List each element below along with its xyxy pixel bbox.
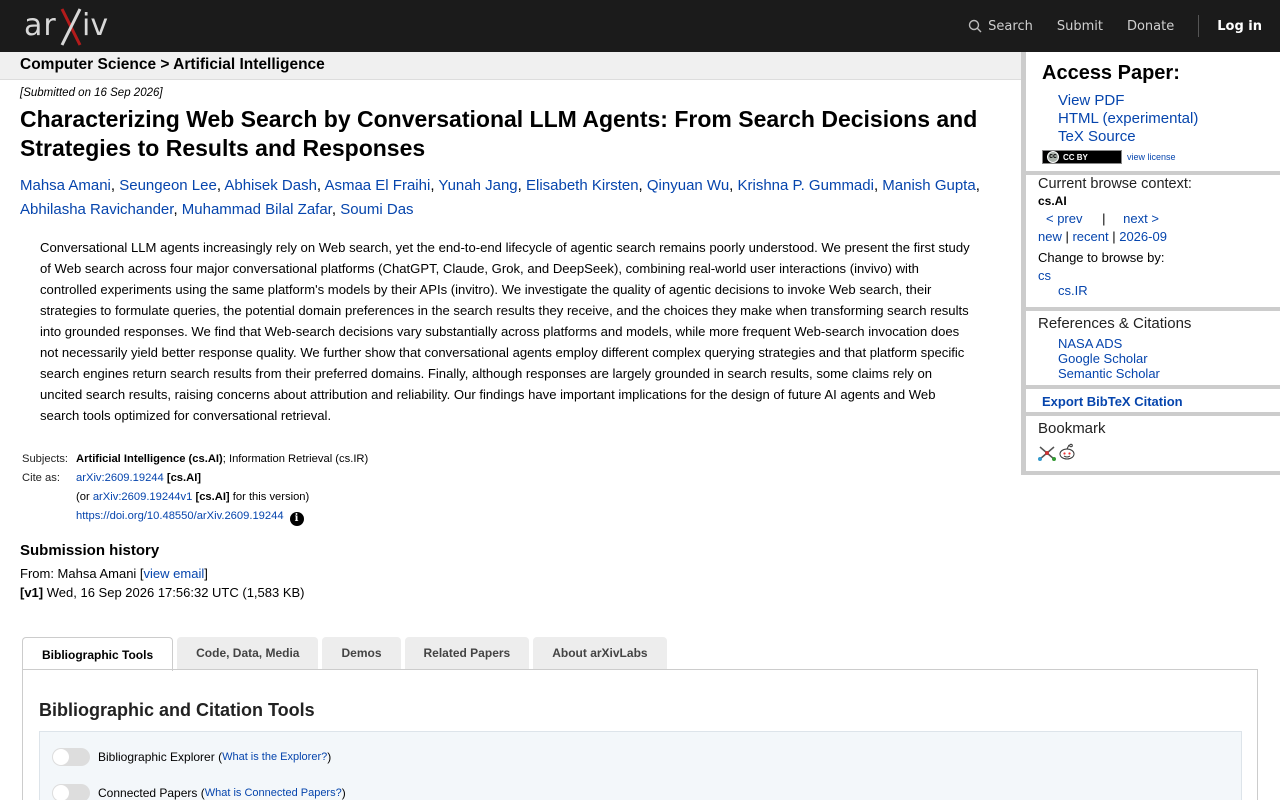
labs-tabs — [22, 637, 671, 670]
cite-label: Cite as: — [22, 472, 60, 484]
connected-papers-label: Connected Papers — [98, 786, 198, 800]
export-bibtex-link[interactable]: Export BibTeX Citation — [1042, 394, 1183, 409]
tab-bibliographic-tools[interactable]: Bibliographic Tools — [22, 637, 173, 671]
submission-from — [20, 566, 208, 581]
svg-text:iv: iv — [82, 8, 109, 43]
header-nav — [968, 0, 1280, 52]
paper-title: Characterizing Web Search by Conversational LLM Agents: From Search Decisions and Strategies to Results and Responses — [20, 106, 978, 161]
prev-next-separator: | — [1102, 211, 1106, 226]
other-subjects: ; Information Retrieval (cs.IR) — [222, 453, 369, 465]
donate-link[interactable]: Donate — [1126, 18, 1175, 34]
author-link[interactable]: Seungeon Lee — [119, 177, 217, 194]
nasa-ads-link[interactable]: NASA ADS — [1058, 336, 1123, 351]
cite-value — [74, 469, 370, 488]
panel-title: Bibliographic and Citation Tools — [39, 700, 315, 720]
info-icon[interactable]: i — [290, 512, 304, 526]
primary-subject: Artificial Intelligence (cs.AI) — [76, 453, 223, 465]
prev-next-row — [1046, 211, 1159, 226]
submission-history-heading: Submission history — [20, 542, 160, 559]
references-links — [1058, 336, 1160, 381]
author-list: Mahsa Amani, Seungeon Lee, Abhisek Dash, Asmaa El Fraihi, Yunah Jang, Elisabeth Kirsten, Qinyuan Wu, Krishna P. Gummadi, Manish Gupta, Abhilasha Ravichander, Muhammad Bilal Zafar, Soumi Das — [20, 177, 980, 218]
cite-or-prefix: (or — [76, 491, 90, 503]
references-box — [1026, 311, 1280, 385]
abstract: Conversational LLM agents increasingly rely on Web search, yet the end-to-end lifecycle of agentic search remains poorly understood. We present the first study of Web search across four major conversational platforms (ChatGPT, Claude, Grok, and DeepSeek), combining real-world user interactions (invivo) with controlled experiments using the same platform's models by their APIs (invitro). We investigate the quality of agentic decisions to invoke Web search, their strategies to formulate queries, the potential domain preferences in the search results they receive, and the choices they make when transforming search results into grounded responses. We find that Web-search decisions vary substantially across platforms and models, while more frequent Web-search invocation does not necessarily yield better response quality. We further show that conversational agents employ different complex querying strategies and that platform specific search engines return search results from their preferred domains. Finally, although responses are largely grounded in search results, some claims rely on uncited search results, raising concerns about attribution and reliability. Our findings have important implications for the design of future AI agents and Web search tools optimized for conversational retrieval. — [40, 240, 970, 423]
version-label: [v1] — [20, 585, 44, 600]
bookmark-heading: Bookmark — [1038, 420, 1106, 437]
prev-link[interactable]: < prev — [1046, 211, 1083, 226]
explorer-help-link[interactable]: What is the Explorer? — [222, 751, 328, 763]
access-links — [1058, 92, 1198, 146]
semantic-scholar-link[interactable]: Semantic Scholar — [1058, 366, 1160, 381]
explorer-label: Bibliographic Explorer — [98, 750, 215, 764]
tools-box — [39, 731, 1242, 800]
view-pdf-link[interactable]: View PDF — [1058, 92, 1125, 109]
bibsonomy-icon[interactable] — [1038, 445, 1056, 461]
breadcrumb: Computer Science > Artificial Intelligence — [0, 52, 1021, 80]
explorer-toggle[interactable] — [52, 748, 90, 766]
author-link[interactable]: Qinyuan Wu — [646, 177, 730, 194]
connected-papers-help-link[interactable]: What is Connected Papers? — [204, 787, 342, 799]
sidebar — [1021, 52, 1280, 475]
version-date: Wed, 16 Sep 2026 17:56:32 UTC (1,583 KB) — [46, 585, 305, 600]
browse-links-row: new | recent | 2026-09 — [1038, 229, 1167, 244]
arxiv-version-link[interactable]: arXiv:2609.19244v1 — [92, 491, 193, 503]
tab-panel — [22, 669, 1258, 800]
author-link[interactable]: Elisabeth Kirsten — [525, 177, 639, 194]
author-link[interactable]: Muhammad Bilal Zafar — [181, 201, 332, 218]
arxiv-logo[interactable] — [24, 7, 112, 47]
month-link[interactable]: 2026-09 — [1119, 229, 1167, 244]
top-navbar — [0, 0, 1280, 52]
explorer-row: Bibliographic Explorer ( What is the Explorer? ) — [52, 748, 331, 766]
author-link[interactable]: Asmaa El Fraihi — [324, 177, 431, 194]
browse-csir-link[interactable]: cs.IR — [1058, 283, 1088, 298]
login-link[interactable]: Log in — [1217, 18, 1262, 34]
access-paper-heading: Access Paper: — [1042, 62, 1180, 84]
browse-context-box — [1026, 175, 1280, 307]
bibtex-box — [1026, 389, 1280, 412]
author-link[interactable]: Abhilasha Ravichander — [20, 201, 174, 218]
subjects-label: Subjects: — [22, 453, 69, 465]
cc-badge-text: CC BY — [1063, 152, 1088, 162]
doi-link[interactable]: https://doi.org/10.48550/arXiv.2609.19244 — [76, 510, 284, 522]
arxiv-id-link[interactable]: arXiv:2609.19244 — [76, 472, 164, 484]
author-link[interactable]: Soumi Das — [340, 201, 414, 218]
connected-papers-row: Connected Papers ( What is Connected Papers? ) — [52, 784, 346, 800]
new-link[interactable]: new — [1038, 229, 1062, 244]
google-scholar-link[interactable]: Google Scholar — [1058, 351, 1148, 366]
cite-version-suffix: for this version) — [232, 491, 310, 503]
tab-about-arxivlabs[interactable]: About arXivLabs — [533, 637, 666, 669]
cite-version — [74, 488, 370, 507]
tex-source-link[interactable]: TeX Source — [1058, 128, 1136, 145]
from-prefix: From: Mahsa Amani [ — [20, 566, 144, 581]
tab-related-papers[interactable]: Related Papers — [405, 637, 530, 669]
change-browse-heading: Change to browse by: — [1038, 250, 1165, 265]
cite-category: [cs.AI] — [166, 472, 202, 484]
svg-text:ar: ar — [24, 8, 57, 43]
nav-divider — [1198, 15, 1199, 37]
doi-row — [74, 507, 370, 528]
search-label: Search — [988, 18, 1033, 34]
author-link[interactable]: Mahsa Amani — [20, 177, 111, 194]
submission-date: [Submitted on 16 Sep 2026] — [20, 87, 163, 99]
browse-cs-link[interactable]: cs — [1038, 268, 1051, 283]
submit-link[interactable]: Submit — [1056, 18, 1103, 34]
view-license-link[interactable]: view license — [1127, 152, 1176, 162]
view-email-link[interactable]: view email — [143, 566, 205, 581]
bookmark-box — [1026, 416, 1280, 471]
next-link[interactable]: next > — [1123, 211, 1159, 226]
tab-demos[interactable]: Demos — [322, 637, 400, 669]
connected-papers-toggle[interactable] — [52, 784, 90, 800]
browse-context-value: cs.AI — [1038, 194, 1067, 208]
version-v1 — [20, 585, 305, 600]
author-link[interactable]: Yunah Jang — [438, 177, 518, 194]
author-link[interactable]: Krishna P. Gummadi — [737, 177, 874, 194]
from-suffix: ] — [204, 566, 208, 581]
license-badge — [1042, 150, 1176, 164]
subjects-value — [74, 450, 370, 469]
search-link[interactable] — [968, 19, 1033, 34]
cite-version-category: [cs.AI] — [195, 491, 230, 503]
browse-context-heading: Current browse context: — [1038, 176, 1192, 192]
access-paper-box — [1026, 52, 1280, 171]
tab-code-data-media[interactable]: Code, Data, Media — [177, 637, 318, 669]
search-icon — [968, 19, 982, 33]
recent-link[interactable]: recent — [1072, 229, 1109, 244]
html-link[interactable]: HTML (experimental) — [1058, 110, 1199, 127]
reddit-icon[interactable] — [1058, 443, 1076, 461]
cc-by-icon[interactable]: cc CC BY — [1042, 150, 1122, 164]
author-link[interactable]: Manish Gupta — [882, 177, 976, 194]
metadata-table — [20, 450, 370, 528]
references-heading: References & Citations — [1038, 315, 1192, 332]
author-link[interactable]: Abhisek Dash — [224, 177, 317, 194]
